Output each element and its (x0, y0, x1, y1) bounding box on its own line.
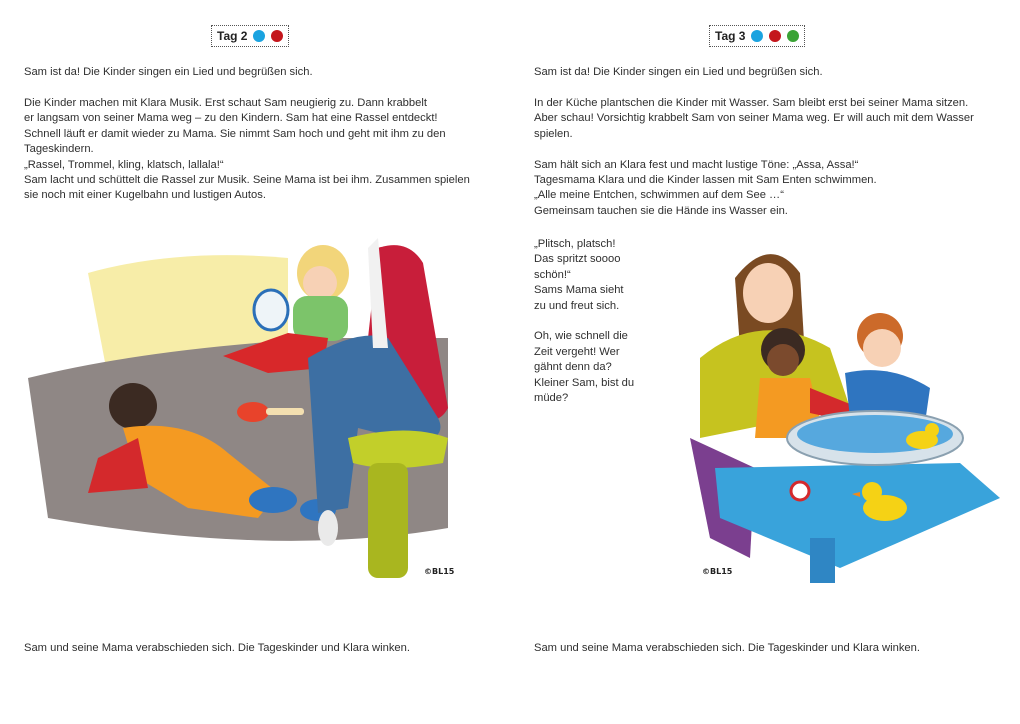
intro-text: Sam ist da! Die Kinder singen ein Lied und begrüßen sich. (534, 66, 823, 78)
tag-dot-red (271, 30, 283, 42)
copyright-text: ©BL15 (424, 567, 455, 576)
intro-text: Sam ist da! Die Kinder singen ein Lied und begrüßen sich. (24, 66, 313, 78)
tag-dot-blue (751, 30, 763, 42)
illustration-water-play (660, 238, 1000, 588)
right-page (510, 0, 1020, 724)
side-text: „Plitsch, platsch! Das spritzt soooo schön!“ Sams Mama sieht zu und freut sich. Oh, wie schnell die Zeit vergeht! Wer gähnt denn da? Kleiner Sam, bist du müde? (534, 238, 635, 405)
day-tag-label: Tag 2 (217, 29, 248, 43)
illustration-music-scene (28, 228, 478, 588)
story-text: Die Kinder machen mit Klara Musik. Erst schaut Sam neugierig zu. Dann krabbelt er langsam von seiner Mama weg – zu den Kindern. Sam hat eine Rassel entdeckt! Schnell läuft er damit wieder zu Mama. Sie nimmt Sam hoch und geht mit ihm zu den Tageskindern. „Rassel, Trommel, kling, klatsch, lallala!“ Sam lacht und schüttelt die Rassel zur Musik. Seine Mama ist bei ihm. Zusammen spielen sie noch mit einer Kugelbahn und lustigen Autos. (24, 97, 470, 202)
tag-dot-blue (253, 30, 265, 42)
copyright-text: ©BL15 (702, 567, 733, 576)
tag-dot-green (787, 30, 799, 42)
day-tag (709, 25, 805, 47)
story-text: In der Küche plantschen die Kinder mit Wasser. Sam bleibt erst bei seiner Mama sitzen. Aber schau! Vorsichtig krabbelt Sam von seiner Mama weg. Er will auch mit dem Wasser spielen. Sam hält sich an Klara fest und macht lustige Töne: „Assa, Assa!“ Tagesmama Klara und die Kinder lassen mit Sam Enten schwimmen. „Alle meine Entchen, schwimmen auf dem See …“ Gemeinsam tauchen sie die Hände ins Wasser ein. (534, 97, 974, 217)
footer-text: Sam und seine Mama verabschieden sich. Die Tageskinder und Klara winken. (534, 642, 920, 654)
tag-dot-red (769, 30, 781, 42)
day-tag-label: Tag 3 (715, 29, 746, 43)
boy-figure (845, 313, 930, 423)
footer-text: Sam und seine Mama verabschieden sich. Die Tageskinder und Klara winken. (24, 642, 410, 654)
table (715, 463, 1000, 568)
day-tag (211, 25, 289, 47)
